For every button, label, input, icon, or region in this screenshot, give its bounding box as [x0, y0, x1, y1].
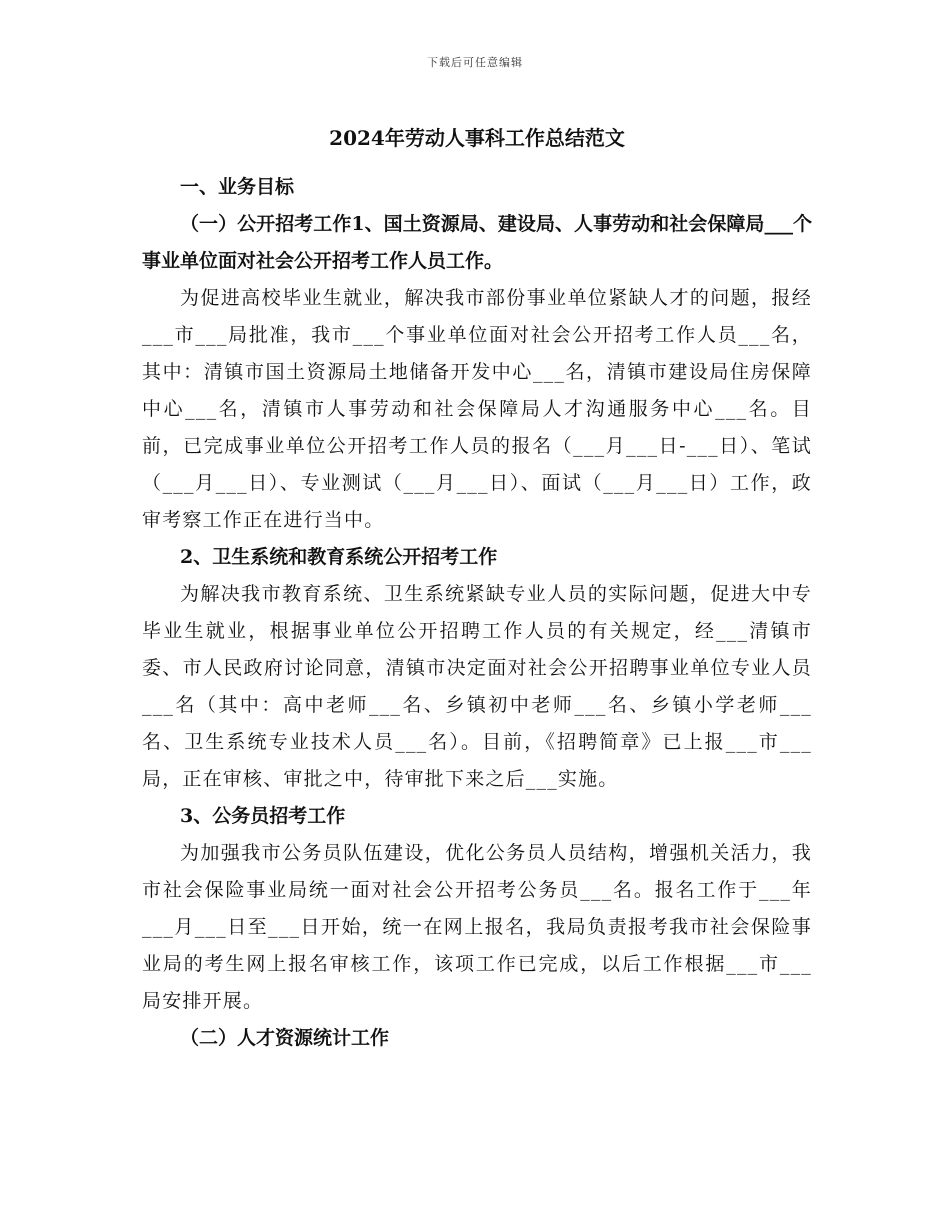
subsection-heading-public-recruitment: （一）公开招考工作1、国土资源局、建设局、人事劳动和社会保障局___个事业单位面对社会公开招考工作人员工作。 — [142, 213, 812, 272]
document-title: 2024年劳动人事科工作总结范文 — [329, 126, 625, 150]
subsection-heading-talent-statistics: （二）人才资源统计工作 — [180, 1027, 390, 1049]
item-heading-civil-servant-recruitment: 3、公务员招考工作 — [180, 805, 346, 827]
section-heading-business-goals: 一、业务目标 — [180, 176, 295, 198]
paragraph-health-education-recruitment: 为解决我市教育系统、卫生系统紧缺专业人员的实际问题，促进大中专毕业生就业，根据事业单位公开招聘工作人员的有关规定，经___清镇市委、市人民政府讨论同意，清镇市决定面对社会公开招聘事业单位专业人员___名（其中：高中老师___名、乡镇初中老师___名、乡镇小学老师___名、卫生系统专业技术人员___名）。目前，《招聘简章》已上报___市___局，正在审核、审批之中，待审批下来之后___实施。 — [142, 583, 812, 790]
item-heading-health-education-recruitment: 2、卫生系统和教育系统公开招考工作 — [180, 546, 498, 568]
header-note: 下载后可任意编辑 — [427, 56, 523, 69]
document-body — [142, 118, 812, 1057]
paragraph-civil-servant-recruitment: 为加强我市公务员队伍建设，优化公务员人员结构，增强机关活力，我市社会保险事业局统一面对社会公开招考公务员___名。报名工作于___年___月___日至___日开始，统一在网上报名，我局负责报考我市社会保险事业局的考生网上报名审核工作，该项工作已完成，以后工作根据___市___局安排开展。 — [142, 842, 812, 1012]
paragraph-institution-recruitment: 为促进高校毕业生就业，解决我市部份事业单位紧缺人才的问题，报经___市___局批准，我市___个事业单位面对社会公开招考工作人员___名，其中：清镇市国土资源局土地储备开发中心___名，清镇市建设局住房保障中心___名，清镇市人事劳动和社会保障局人才沟通服务中心___名。目前，已完成事业单位公开招考工作人员的报名（___月___日-___日）、笔试（___月___日）、专业测试（___月___日）、面试（___月___日）工作，政审考察工作正在进行当中。 — [142, 287, 812, 531]
